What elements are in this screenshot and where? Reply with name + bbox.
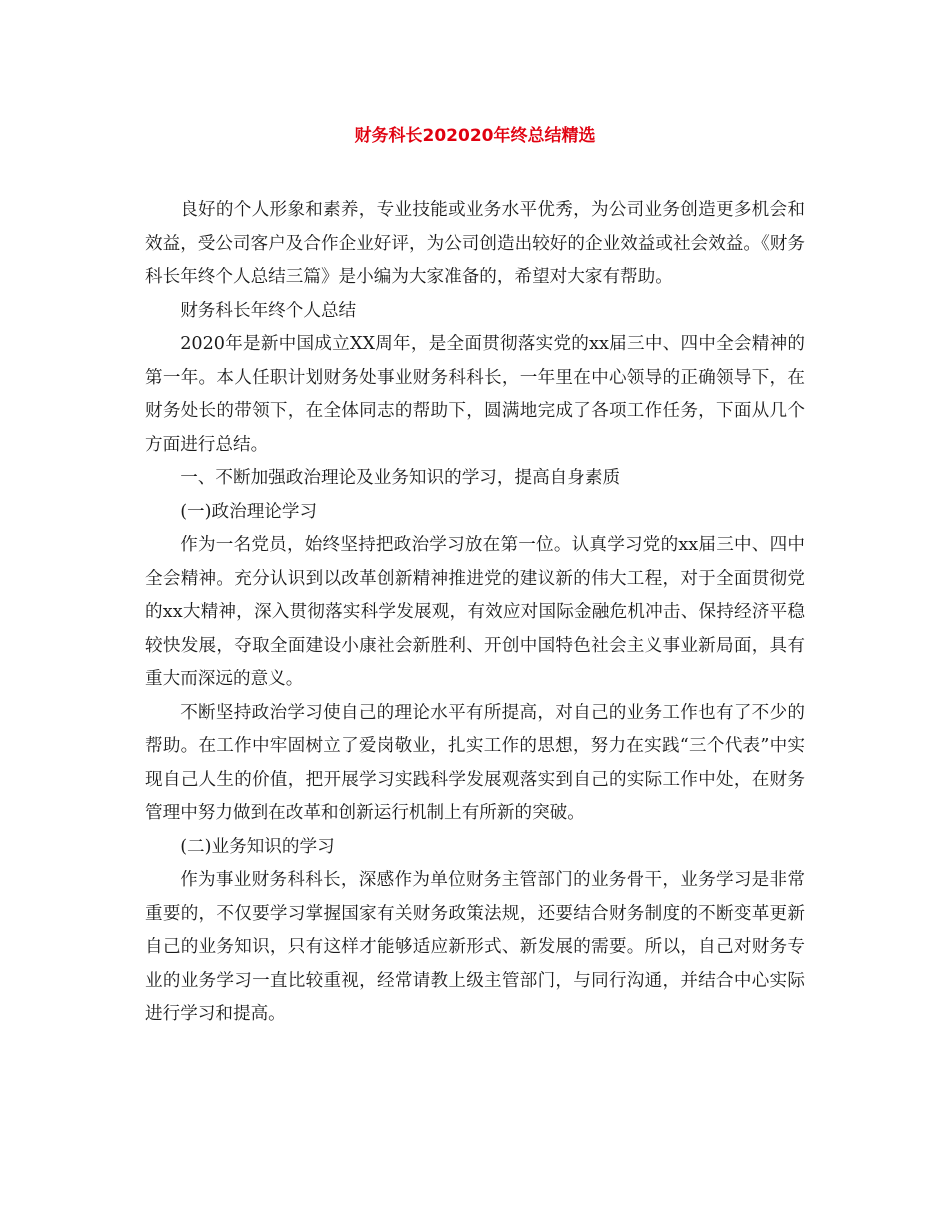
paragraph-overview: 2020年是新中国成立XX周年，是全面贯彻落实党的xx届三中、四中全会精神的第一年。本人任职计划财务处事业财务科科长，一年里在中心领导的正确领导下，在财务处长的带领下，在全体同志的帮助下，圆满地完成了各项工作任务，下面从几个方面进行总结。 xyxy=(145,334,805,455)
section-heading-1: 一、不断加强政治理论及业务知识的学习，提高自身素质 xyxy=(180,468,621,488)
paragraph-heading-summary: 财务科长年终个人总结 xyxy=(180,300,357,321)
document-body xyxy=(145,194,805,1032)
subsection-heading-1: (一)政治理论学习 xyxy=(180,501,318,522)
subsection-heading-2: (二)业务知识的学习 xyxy=(180,836,335,857)
paragraph-political-study: 作为一名党员，始终坚持把政治学习放在第一位。认真学习党的xx届三中、四中全会精神。充分认识到以改革创新精神推进党的建议新的伟大工程，对于全面贯彻党的xx大精神，深入贯彻落实科学发展观，有效应对国际金融危机冲击、保持经济平稳较快发展，夺取全面建设小康社会新胜利、开创中国特色社会主义事业新局面，具有重大而深远的意义。 xyxy=(145,535,805,689)
paragraph-intro: 良好的个人形象和素养，专业技能或业务水平优秀，为公司业务创造更多机会和效益，受公司客户及合作企业好评，为公司创造出较好的企业效益或社会效益。《财务科长年终个人总结三篇》是小编为大家准备的，希望对大家有帮助。 xyxy=(145,200,805,287)
document-title: 财务科长202020年终总结精选 xyxy=(354,126,596,146)
paragraph-business-study: 作为事业财务科科长，深感作为单位财务主管部门的业务骨干，业务学习是非常重要的，不仅要学习掌握国家有关财务政策法规，还要结合财务制度的不断变革更新自己的业务知识，只有这样才能够适应新形式、新发展的需要。所以，自己对财务专业的业务学习一直比较重视，经常请教上级主管部门，与同行沟通，并结合中心实际进行学习和提高。 xyxy=(145,870,805,1024)
paragraph-political-benefit: 不断坚持政治学习使自己的理论水平有所提高，对自己的业务工作也有了不少的帮助。在工作中牢固树立了爱岗敬业，扎实工作的思想，努力在实践“三个代表”中实现自己人生的价值，把开展学习实践科学发展观落实到自己的实际工作中处，在财务管理中努力做到在改革和创新运行机制上有所新的突破。 xyxy=(145,702,805,823)
